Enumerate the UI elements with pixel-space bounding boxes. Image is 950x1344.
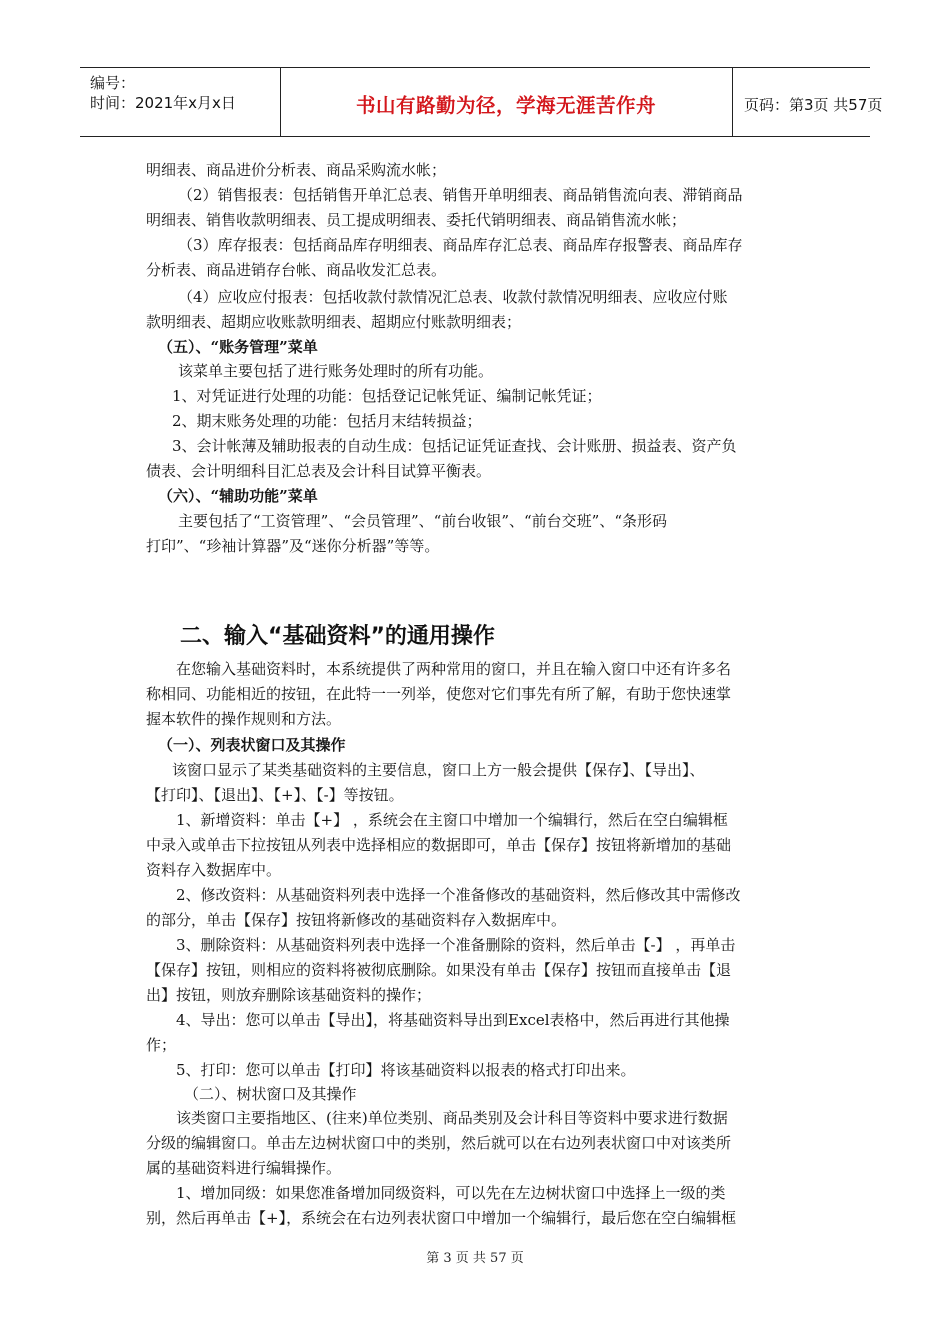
text-line: 别，然后再单击【+】，系统会在右边列表状窗口中增加一个编辑行，最后您在空白编辑框 bbox=[146, 1209, 737, 1227]
text-line: 2、期末账务处理的功能：包括月末结转损益； bbox=[172, 412, 482, 430]
section-heading: （一）、列表状窗口及其操作 bbox=[158, 736, 346, 754]
text-line: 1、新增资料：单击【+】 ，系统会在主窗口中增加一个编辑行，然后在空白编辑框 bbox=[176, 811, 728, 829]
header-meta-cell bbox=[80, 68, 281, 136]
text-line: 该菜单主要包括了进行账务处理时的所有功能。 bbox=[178, 362, 494, 380]
document-number-label: 编号： bbox=[90, 74, 136, 92]
text-line: 1、增加同级：如果您准备增加同级资料，可以先在左边树状窗口中选择上一级的类 bbox=[176, 1184, 726, 1202]
text-line: 称相同、功能相近的按钮，在此特一一列举，使您对它们事先有所了解，有助于您快速掌 bbox=[146, 685, 732, 703]
text-line: 的部分，单击【保存】按钮将新修改的基础资料存入数据库中。 bbox=[146, 911, 567, 929]
text-line: 属的基础资料进行编辑操作。 bbox=[146, 1159, 342, 1177]
text-line: 作； bbox=[146, 1036, 177, 1054]
text-line: 3、删除资料：从基础资料列表中选择一个准备删除的资料，然后单击【-】 ，再单击 bbox=[176, 936, 736, 954]
text-line: 【保存】按钮，则相应的资料将被彻底删除。如果没有单击【保存】按钮而直接单击【退 bbox=[146, 961, 732, 979]
text-line: 中录入或单击下拉按钮从列表中选择相应的数据即可，单击【保存】按钮将新增加的基础 bbox=[146, 836, 732, 854]
text-line: 资料存入数据库中。 bbox=[146, 861, 282, 879]
section-heading: （二）、树状窗口及其操作 bbox=[184, 1085, 357, 1103]
text-line: 3、会计帐薄及辅助报表的自动生成：包括记证凭证查找、会计账册、损益表、资产负 bbox=[172, 437, 737, 455]
text-line: 债表、会计明细科目汇总表及会计科目试算平衡表。 bbox=[146, 462, 492, 480]
text-line: 明细表、商品进价分析表、商品采购流水帐； bbox=[146, 161, 447, 179]
text-line: 款明细表、超期应收账款明细表、超期应付账款明细表； bbox=[146, 313, 522, 331]
text-line: （4）应收应付报表：包括收款付款情况汇总表、收款付款情况明细表、应收应付账 bbox=[178, 288, 728, 306]
chapter-heading: 二、输入“基础资料”的通用操作 bbox=[180, 624, 495, 649]
text-line: （2）销售报表：包括销售开单汇总表、销售开单明细表、商品销售流向表、滞销商品 bbox=[178, 186, 743, 204]
text-line: 握本软件的操作规则和方法。 bbox=[146, 710, 342, 728]
section-heading: （六）、“辅助功能”菜单 bbox=[158, 487, 318, 505]
text-line: 2、修改资料：从基础资料列表中选择一个准备修改的基础资料，然后修改其中需修改 bbox=[176, 886, 741, 904]
page-footer: 第 3 页 共 57 页 bbox=[426, 1251, 524, 1266]
text-line: 打印”、“珍袖计算器”及“迷你分析器”等等。 bbox=[146, 537, 440, 555]
text-line: 该类窗口主要指地区、(往来)单位类别、商品类别及会计科目等资料中要求进行数据 bbox=[176, 1109, 728, 1127]
text-line: （3）库存报表：包括商品库存明细表、商品库存汇总表、商品库存报警表、商品库存 bbox=[178, 236, 743, 254]
section-heading: （五）、“账务管理”菜单 bbox=[158, 338, 318, 356]
text-line: 明细表、销售收款明细表、员工提成明细表、委托代销明细表、商品销售流水帐； bbox=[146, 211, 687, 229]
page-header bbox=[80, 67, 883, 137]
text-line: 该窗口显示了某类基础资料的主要信息，窗口上方一般会提供【保存】、【导出】、 bbox=[172, 761, 705, 779]
text-line: 1、对凭证进行处理的功能：包括登记记帐凭证、编制记帐凭证； bbox=[172, 387, 602, 405]
text-line: 在您输入基础资料时，本系统提供了两种常用的窗口，并且在输入窗口中还有许多名 bbox=[176, 660, 732, 678]
text-line: 5、打印：您可以单击【打印】将该基础资料以报表的格式打印出来。 bbox=[176, 1061, 636, 1079]
text-line: 主要包括了“工资管理”、“会员管理”、“前台收银”、“前台交班”、“条形码 bbox=[178, 512, 668, 530]
header-page-cell bbox=[732, 68, 883, 136]
text-line: 分析表、商品进销存台帐、商品收发汇总表。 bbox=[146, 261, 447, 279]
text-line: 分级的编辑窗口。单击左边树状窗口中的类别，然后就可以在右边列表状窗口中对该类所 bbox=[146, 1134, 732, 1152]
header-motto: 书山有路勤为径，学海无涯苦作舟 bbox=[355, 94, 656, 117]
text-line: 出】按钮，则放弃删除该基础资料的操作； bbox=[146, 986, 432, 1004]
header-motto-cell bbox=[280, 68, 733, 136]
document-date: 时间：2021年x月x日 bbox=[90, 94, 236, 112]
text-line: 4、导出：您可以单击【导出】，将基础资料导出到Excel表格中，然后再进行其他操 bbox=[176, 1011, 730, 1029]
text-line: 【打印】、【退出】、【+】、【-】等按钮。 bbox=[146, 786, 404, 804]
header-page-info: 页码：第3页 共57页 bbox=[744, 96, 883, 114]
